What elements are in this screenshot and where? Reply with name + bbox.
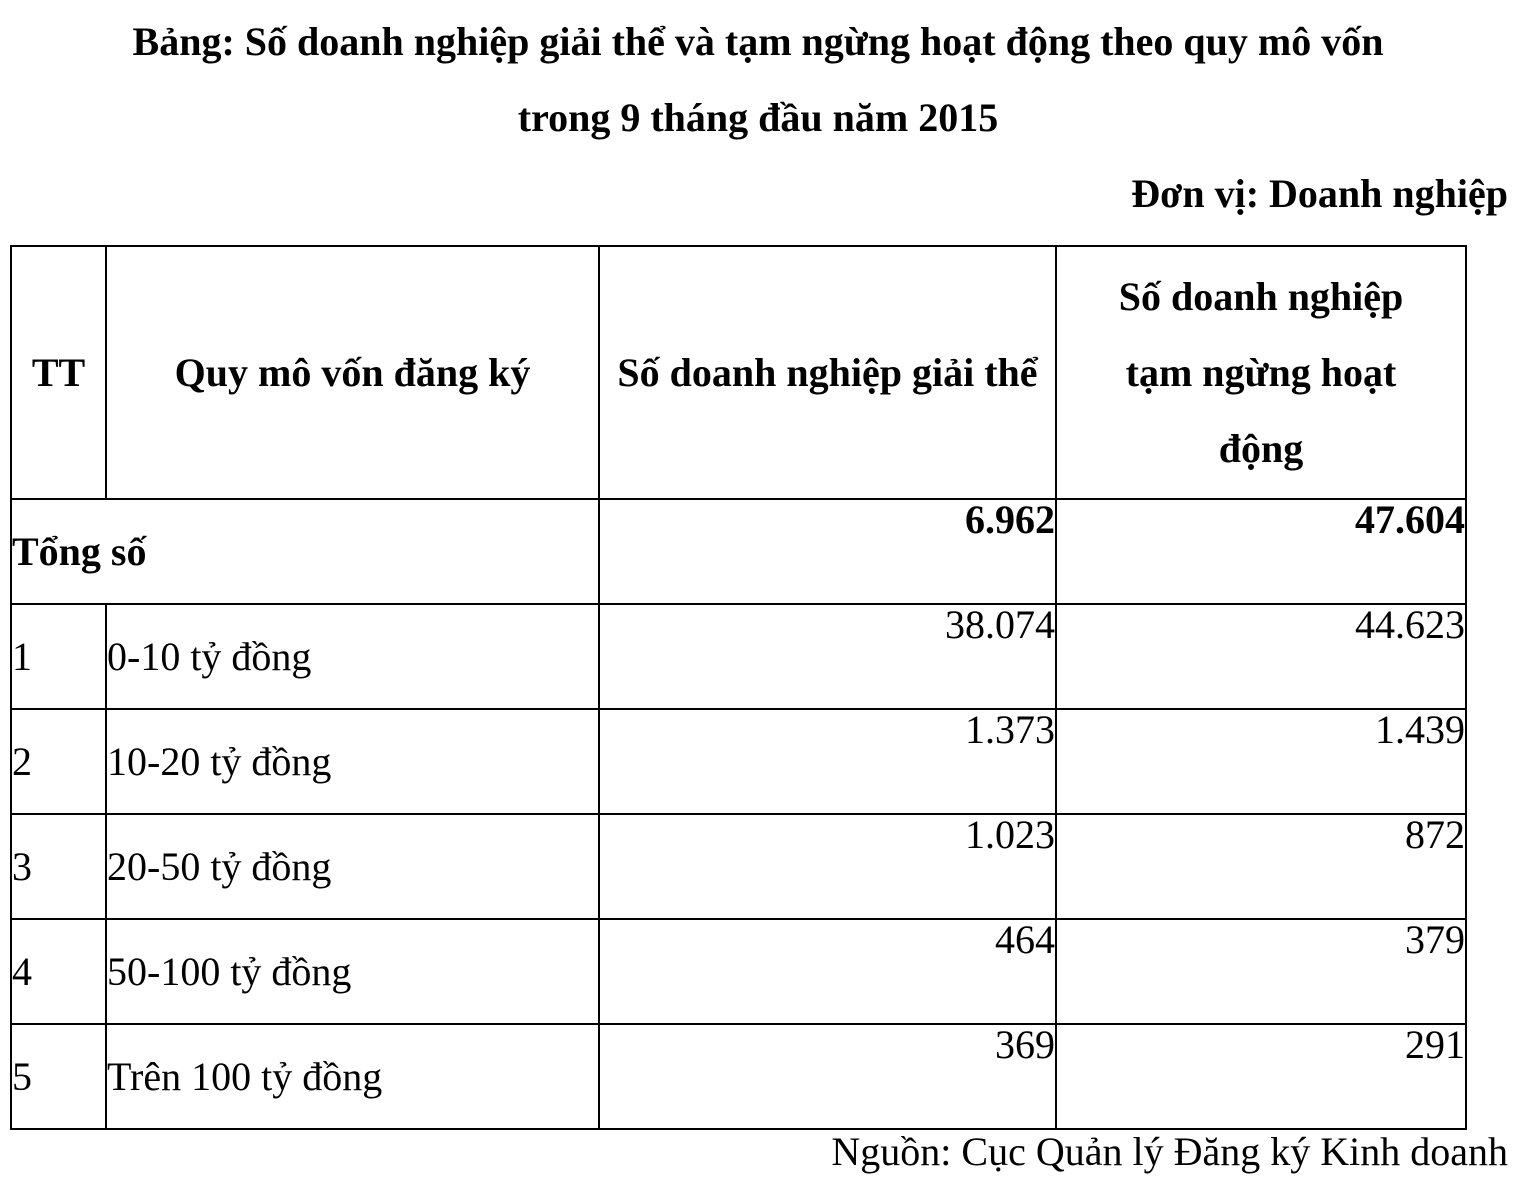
table-title-line-1: Bảng: Số doanh nghiệp giải thể và tạm ngừng hoạt động theo quy mô vốn (132, 19, 1384, 64)
row-dissolved: 464 (599, 919, 1056, 1024)
row-suspended: 379 (1056, 919, 1466, 1024)
row-tt: 4 (11, 919, 106, 1024)
table-title-line-2: trong 9 tháng đầu năm 2015 (517, 95, 999, 140)
row-suspended: 291 (1056, 1024, 1466, 1129)
header-suspended: Số doanh nghiệp tạm ngừng hoạt động (1056, 246, 1466, 499)
row-capital-scale: 20-50 tỷ đồng (106, 814, 599, 919)
total-dissolved: 6.962 (599, 499, 1056, 604)
table-row (11, 919, 1466, 1024)
total-row (11, 499, 1466, 604)
header-tt: TT (11, 246, 106, 499)
header-dissolved: Số doanh nghiệp giải thể (599, 246, 1056, 499)
header-capital-scale: Quy mô vốn đăng ký (106, 246, 599, 499)
row-capital-scale: 10-20 tỷ đồng (106, 709, 599, 814)
row-tt: 1 (11, 604, 106, 709)
header-row (11, 246, 1466, 499)
row-suspended: 1.439 (1056, 709, 1466, 814)
row-capital-scale: 50-100 tỷ đồng (106, 919, 599, 1024)
row-dissolved: 1.023 (599, 814, 1056, 919)
row-suspended: 44.623 (1056, 604, 1466, 709)
source-note: Nguồn: Cục Quản lý Đăng ký Kinh doanh (831, 1129, 1508, 1174)
unit-label: Đơn vị: Doanh nghiệp (1131, 171, 1508, 216)
data-table (10, 245, 1467, 1130)
row-dissolved: 1.373 (599, 709, 1056, 814)
row-dissolved: 369 (599, 1024, 1056, 1129)
table-row (11, 709, 1466, 814)
total-suspended: 47.604 (1056, 499, 1466, 604)
row-tt: 5 (11, 1024, 106, 1129)
row-tt: 2 (11, 709, 106, 814)
table-row (11, 1024, 1466, 1129)
table-row (11, 814, 1466, 919)
row-capital-scale: 0-10 tỷ đồng (106, 604, 599, 709)
row-capital-scale: Trên 100 tỷ đồng (106, 1024, 599, 1129)
row-dissolved: 38.074 (599, 604, 1056, 709)
row-tt: 3 (11, 814, 106, 919)
total-label: Tổng số (11, 499, 599, 604)
table-row (11, 604, 1466, 709)
row-suspended: 872 (1056, 814, 1466, 919)
